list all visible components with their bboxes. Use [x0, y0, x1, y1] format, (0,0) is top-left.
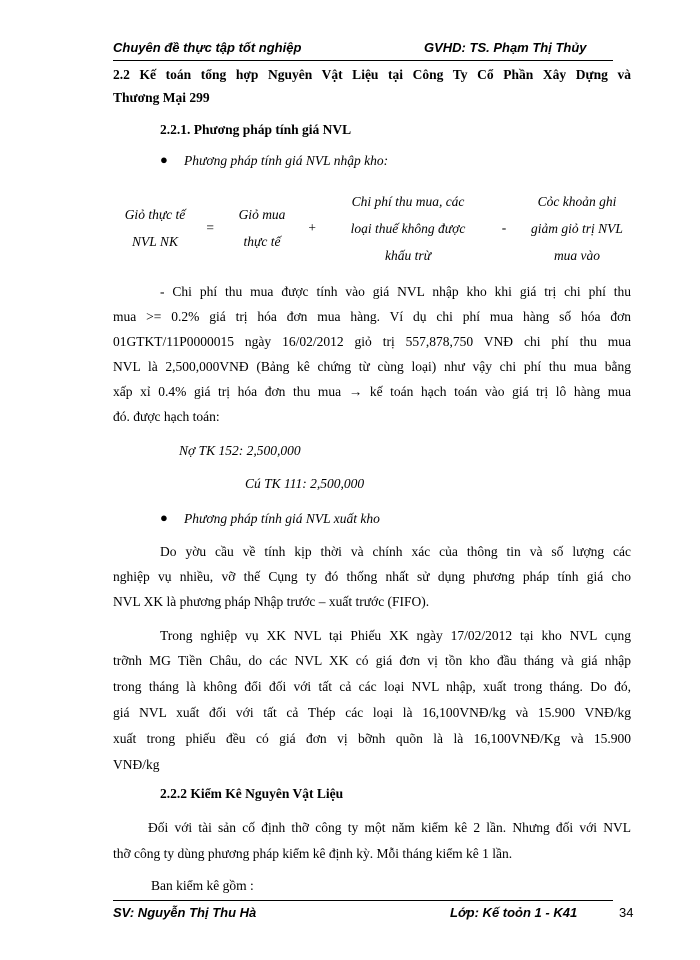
footer-left: SV: Nguyễn Thị Thu Hà	[113, 905, 257, 920]
formula-minus: -	[501, 220, 507, 235]
formula-term-gia-mua: Giỏ mua thực tế	[238, 207, 286, 249]
nghiepvu-line-2: trỡnh MG Tiền Châu, do các NVL XK có giá đơn vị tồn kho đầu tháng và giá nhập	[113, 653, 631, 668]
nghiepvu-line-3: trong tháng là không đổi đối với tất cả các loại NVL nhập, xuất trong tháng. Do đó,	[113, 679, 631, 694]
entry-debit: Nợ TK 152: 2,500,000	[179, 443, 301, 458]
chiphi-line-5: xấp xỉ 0.4% giá trị hóa đơn thu mua → kế toán hạch toán vào giá trị lô hàng mua	[113, 384, 631, 399]
page-number: 34	[619, 905, 634, 920]
nghiepvu-line-6: VNĐ/kg	[113, 757, 160, 772]
fifo-line-2: nghiệp vụ nhiều, vỡ thế Cụng ty đó thống nhất sử dụng phương pháp tính giá cho	[113, 569, 631, 584]
bullet-text-xuat-kho: Phương pháp tính giá NVL xuất kho	[184, 511, 380, 526]
nghiepvu-line-1: Trong nghiệp vụ XK NVL tại Phiếu XK ngày 17/02/2012 tại kho NVL cụng	[160, 628, 631, 643]
kiemke-line-1: Đối với tài sản cố định thỡ công ty một năm kiểm kê 2 lần. Nhưng đối với NVL	[148, 820, 631, 835]
header-rule	[113, 60, 613, 61]
section-2-2-heading-line2: Thương Mại 299	[113, 90, 210, 105]
footer-right: Lớp: Kế toỏn 1 - K41	[450, 905, 578, 920]
kiemke-line-2: thỡ công ty dùng phương pháp kiểm kê định kỳ. Mỗi tháng kiểm kê 1 lần.	[113, 846, 513, 861]
fifo-line-1: Do yờu cầu về tính kịp thời và chính xác của thông tin và số lượng các	[160, 544, 631, 559]
bullet-dot-icon: ●	[160, 152, 168, 167]
nghiepvu-line-4: giá NVL xuất đối với tất cả Thép các loại là 16,100VNĐ/kg và 15.900 VNĐ/kg	[113, 705, 631, 720]
formula-lhs: Giỏ thực tế NVL NK	[124, 207, 186, 249]
formula-term-giam-gia: Cỏc khoản ghi giảm giỏ trị NVL mua vào	[531, 194, 623, 263]
section-2-2-heading-line1: 2.2 Kế toán tổng hợp Nguyên Vật Liệu tại Công Ty Cổ Phần Xây Dựng và	[113, 67, 631, 82]
chiphi-line-6: đó. được hạch toán:	[113, 409, 220, 424]
footer-rule	[113, 900, 613, 901]
entry-credit: Cú TK 111: 2,500,000	[245, 476, 365, 491]
formula-term-chi-phi: Chi phí thu mua, các loại thuế không được khấu trừ	[350, 194, 466, 263]
kiemke-line-3: Ban kiểm kê gồm :	[151, 878, 254, 893]
chiphi-line-3: 01GTKT/11P0000015 ngày 16/02/2012 giỏ trị 557,878,750 VNĐ chi phí thu mua	[113, 334, 631, 349]
header-left: Chuyên đề thực tập tốt nghiệp	[113, 40, 302, 55]
formula-plus: +	[307, 220, 317, 235]
fifo-line-3: NVL XK là phương pháp Nhập trước – xuất trước (FIFO).	[113, 594, 430, 609]
section-2-2-1-heading: 2.2.1. Phương pháp tính giá NVL	[160, 122, 352, 137]
formula-equals: =	[205, 220, 215, 235]
bullet-text-nhap-kho: Phương pháp tính giá NVL nhập kho:	[184, 153, 389, 168]
chiphi-line-2: mua >= 0.2% giá trị hóa đơn mua hàng. Ví dụ chi phí mua hàng số hóa đơn	[113, 309, 631, 324]
nghiepvu-line-5: xuất trong phiếu đều có giá đơn vị bỡnh quõn là là 16,100VNĐ/Kg và 15.900	[113, 731, 631, 746]
chiphi-line-4: NVL là 2,500,000VNĐ (Bảng kê chứng từ cùng loại) như vậy chi phí thu mua bằng	[113, 359, 631, 374]
chiphi-line-1: - Chi phí thu mua được tính vào giá NVL nhập kho khi giá trị chi phí thu	[160, 284, 631, 299]
bullet-dot-icon: ●	[160, 510, 168, 525]
section-2-2-2-heading: 2.2.2 Kiểm Kê Nguyên Vật Liệu	[160, 786, 344, 801]
header-right: GVHD: TS. Phạm Thị Thủy	[424, 40, 587, 55]
